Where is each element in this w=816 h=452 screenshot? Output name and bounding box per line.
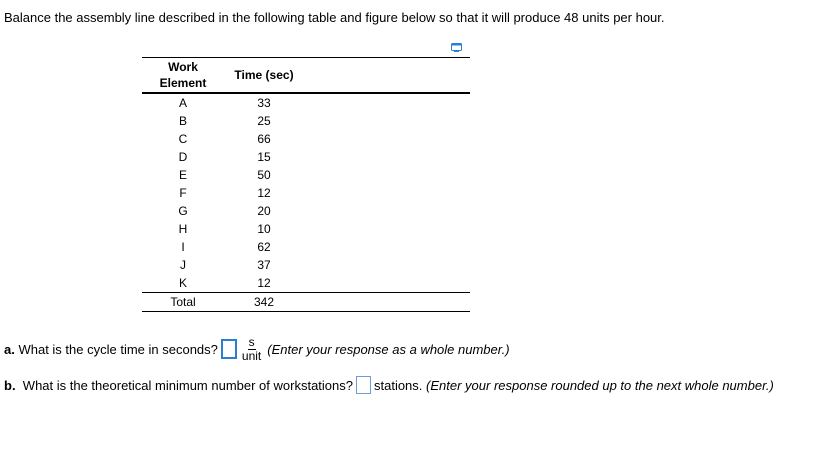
work-element-cell: J — [180, 258, 186, 272]
question-a-text: What is the cycle time in seconds? — [18, 341, 218, 357]
row-spacer — [304, 274, 470, 293]
time-cell: 15 — [257, 150, 271, 164]
question-a — [4, 334, 510, 364]
row-spacer — [304, 202, 470, 220]
row-spacer — [304, 148, 470, 166]
table-row — [142, 93, 470, 112]
table-row — [142, 256, 470, 274]
table-row — [142, 184, 470, 202]
time-cell: 25 — [257, 114, 271, 128]
total-label: Total — [142, 293, 224, 312]
question-b-label: b. — [4, 377, 16, 393]
table-row — [142, 148, 470, 166]
row-spacer — [304, 220, 470, 238]
total-spacer — [304, 293, 470, 312]
work-element-cell: H — [178, 222, 188, 236]
question-a-hint: (Enter your response as a whole number.) — [267, 341, 510, 357]
work-element-cell: I — [181, 240, 185, 254]
header-spacer — [304, 58, 470, 94]
table-row — [142, 202, 470, 220]
time-cell: 50 — [257, 168, 271, 182]
time-cell: 20 — [257, 204, 271, 218]
table-row — [142, 274, 470, 293]
table-row — [142, 220, 470, 238]
table-row — [142, 130, 470, 148]
header-work-element — [142, 58, 224, 94]
work-element-table — [142, 57, 470, 312]
work-element-cell: F — [179, 186, 187, 200]
work-element-cell: B — [178, 114, 187, 128]
time-cell: 12 — [257, 276, 271, 290]
question-b-suffix: stations. — [373, 377, 423, 393]
table-row — [142, 238, 470, 256]
question-b — [4, 376, 774, 394]
time-cell: 33 — [257, 96, 271, 110]
row-spacer — [304, 112, 470, 130]
table-row — [142, 112, 470, 130]
time-cell: 12 — [257, 186, 271, 200]
work-element-cell: E — [178, 168, 187, 182]
unit-fraction — [242, 336, 261, 363]
question-b-hint: (Enter your response rounded up to the next whole number.) — [426, 377, 774, 393]
work-element-cell: A — [178, 96, 187, 110]
work-element-cell: D — [178, 150, 188, 164]
row-spacer — [304, 130, 470, 148]
cycle-time-input[interactable] — [221, 339, 237, 359]
time-cell: 37 — [257, 258, 271, 272]
workstations-input[interactable] — [356, 376, 371, 394]
row-spacer — [304, 238, 470, 256]
total-value: 342 — [224, 293, 304, 312]
row-spacer — [304, 166, 470, 184]
time-cell: 62 — [257, 240, 271, 254]
row-spacer — [304, 93, 470, 112]
header-work-element-text: Work Element — [159, 60, 207, 90]
work-element-cell: K — [178, 276, 187, 290]
table-row — [142, 166, 470, 184]
work-element-cell: C — [178, 132, 188, 146]
question-a-label: a. — [4, 341, 15, 357]
row-spacer — [304, 256, 470, 274]
row-spacer — [304, 184, 470, 202]
header-time: Time (sec) — [224, 58, 304, 94]
work-element-cell: G — [178, 204, 188, 218]
unit-denominator: unit — [241, 348, 262, 363]
question-b-text: What is the theoretical minimum number of workstations? — [22, 377, 353, 393]
time-cell: 66 — [257, 132, 271, 146]
time-cell: 10 — [257, 222, 271, 236]
copy-table-icon[interactable] — [451, 43, 462, 52]
problem-statement: Balance the assembly line described in the following table and figure below so that it will produce 48 units per hour. — [4, 10, 665, 25]
unit-numerator: s — [248, 334, 255, 349]
